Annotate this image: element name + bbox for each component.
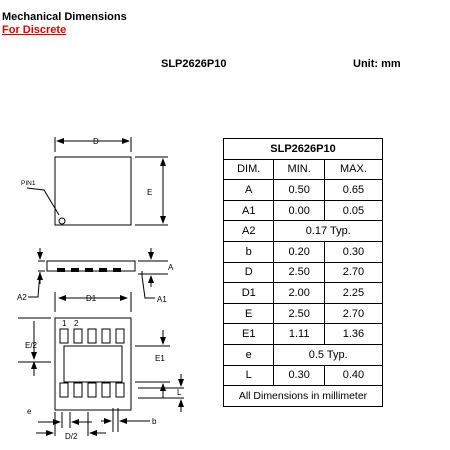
label-e1: E1: [155, 354, 165, 363]
table-row: [224, 241, 383, 262]
cell-dim: A: [224, 180, 274, 201]
cell-dim: D1: [224, 283, 274, 304]
cell-dim: A2: [224, 221, 274, 242]
exposed-pad: [64, 346, 122, 382]
pin-pad-top: [88, 329, 96, 343]
side-lead: [113, 268, 121, 272]
cell-max: 1.36: [324, 324, 382, 345]
table-title: SLP2626P10: [224, 139, 383, 160]
cell-typ: 0.17 Typ.: [274, 221, 383, 242]
cell-dim: E1: [224, 324, 274, 345]
col-header-min: MIN.: [274, 159, 324, 180]
pin-pad-top: [60, 329, 68, 343]
pin1-marker: [59, 218, 65, 224]
pin-pad-bottom: [74, 383, 82, 397]
col-header-max: MAX.: [324, 159, 382, 180]
label-e2: E/2: [25, 341, 38, 350]
table-row: [224, 221, 383, 242]
table-row: [224, 303, 383, 324]
cell-min: 2.50: [274, 262, 324, 283]
cell-typ: 0.5 Typ.: [274, 344, 383, 365]
cell-dim: A1: [224, 200, 274, 221]
page-title: Mechanical Dimensions: [2, 11, 127, 23]
table-footer: All Dimensions in millimeter: [224, 386, 383, 407]
cell-min: 2.50: [274, 303, 324, 324]
cell-min: 2.00: [274, 283, 324, 304]
dimension-table: [223, 138, 383, 407]
bottom-view-pins: [60, 329, 124, 397]
label-d2: D/2: [65, 432, 78, 441]
label-e: E: [147, 188, 153, 197]
label-e-pitch: e: [27, 407, 32, 416]
label-pin-num-2: 2: [74, 319, 79, 328]
pin-pad-top: [102, 329, 110, 343]
cell-min: 0.00: [274, 200, 324, 221]
label-d: D: [93, 137, 99, 146]
cell-dim: b: [224, 241, 274, 262]
table-row: [224, 344, 383, 365]
pin-pad-bottom: [60, 383, 68, 397]
cell-max: 2.70: [324, 262, 382, 283]
unit-label: Unit: mm: [353, 58, 401, 70]
cell-max: 0.65: [324, 180, 382, 201]
table-footer-row: [224, 386, 383, 407]
table-row: [224, 324, 383, 345]
top-view-outline: [55, 157, 131, 225]
pin-pad-top: [74, 329, 82, 343]
cell-max: 0.40: [324, 365, 382, 386]
section-link[interactable]: For Discrete: [2, 24, 67, 36]
side-lead: [57, 268, 65, 272]
pin-pad-bottom: [88, 383, 96, 397]
cell-dim: e: [224, 344, 274, 365]
cell-min: 0.50: [274, 180, 324, 201]
cell-dim: L: [224, 365, 274, 386]
cell-dim: D: [224, 262, 274, 283]
label-b: b: [152, 417, 157, 426]
table-row: [224, 365, 383, 386]
pin-pad-top: [116, 329, 124, 343]
cell-min: 0.30: [274, 365, 324, 386]
label-pin-num-1: 1: [62, 319, 67, 328]
table-row: [224, 262, 383, 283]
label-pin1: PIN1: [21, 180, 36, 187]
cell-max: 2.70: [324, 303, 382, 324]
col-header-dim: DIM.: [224, 159, 274, 180]
cell-max: 0.05: [324, 200, 382, 221]
pin-pad-bottom: [102, 383, 110, 397]
side-lead: [85, 268, 93, 272]
label-a: A: [168, 263, 174, 272]
part-number: SLP2626P10: [161, 58, 227, 70]
side-lead: [99, 268, 107, 272]
pin-pad-bottom: [116, 383, 124, 397]
table-row: [224, 200, 383, 221]
table-row: [224, 283, 383, 304]
cell-min: 1.11: [274, 324, 324, 345]
label-d1: D1: [86, 294, 97, 303]
label-a1: A1: [157, 295, 167, 304]
table-row: [224, 180, 383, 201]
label-a2: A2: [17, 293, 27, 302]
cell-max: 0.30: [324, 241, 382, 262]
side-lead: [71, 268, 79, 272]
cell-min: 0.20: [274, 241, 324, 262]
label-l: L: [177, 388, 182, 397]
cell-dim: E: [224, 303, 274, 324]
cell-max: 2.25: [324, 283, 382, 304]
